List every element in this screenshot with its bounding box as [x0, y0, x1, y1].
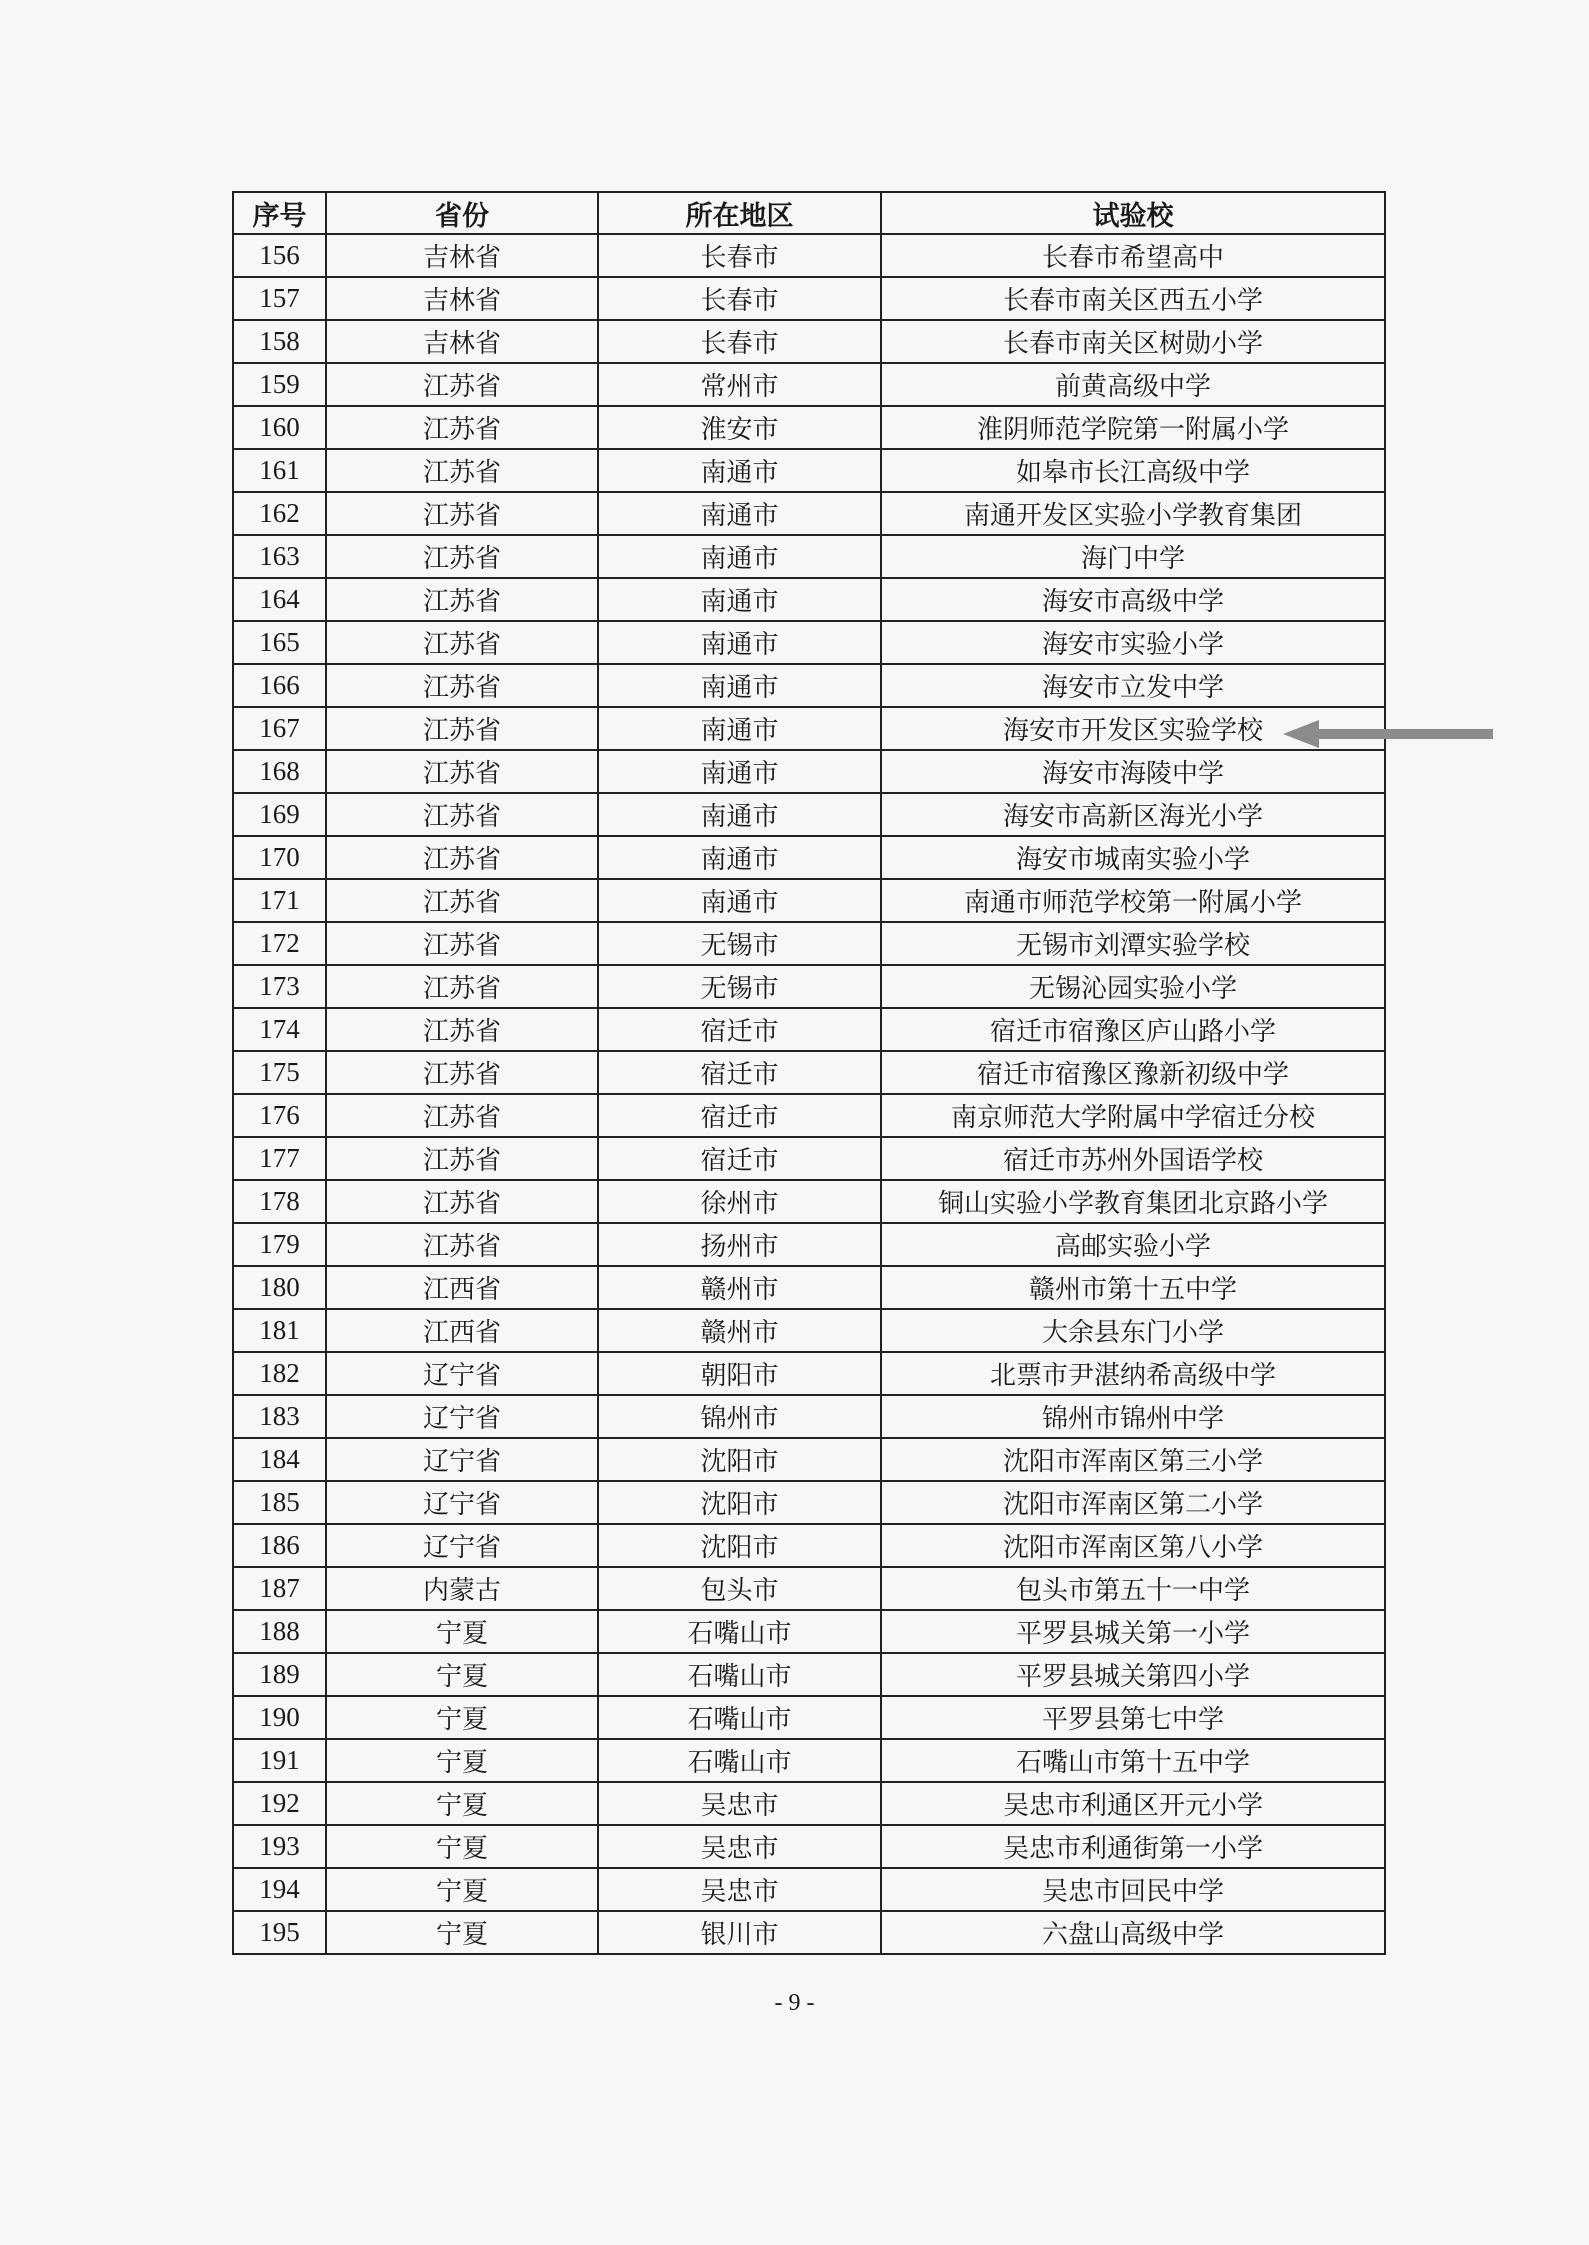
table-row — [233, 836, 1385, 879]
table-row — [233, 1008, 1385, 1051]
cell-region: 锦州市 — [598, 1395, 881, 1438]
cell-index: 186 — [233, 1524, 326, 1567]
cell-school: 海安市高新区海光小学 — [881, 793, 1385, 836]
cell-province: 江苏省 — [326, 1180, 598, 1223]
cell-index: 195 — [233, 1911, 326, 1954]
table-row — [233, 922, 1385, 965]
cell-index: 184 — [233, 1438, 326, 1481]
cell-province: 吉林省 — [326, 234, 598, 277]
cell-region: 石嘴山市 — [598, 1739, 881, 1782]
cell-index: 193 — [233, 1825, 326, 1868]
table-row — [233, 535, 1385, 578]
cell-region: 无锡市 — [598, 965, 881, 1008]
cell-school: 包头市第五十一中学 — [881, 1567, 1385, 1610]
table-row — [233, 707, 1385, 750]
cell-school: 沈阳市浑南区第三小学 — [881, 1438, 1385, 1481]
cell-province: 宁夏 — [326, 1610, 598, 1653]
cell-school: 赣州市第十五中学 — [881, 1266, 1385, 1309]
cell-region: 石嘴山市 — [598, 1696, 881, 1739]
cell-province: 辽宁省 — [326, 1524, 598, 1567]
cell-region: 南通市 — [598, 793, 881, 836]
cell-region: 朝阳市 — [598, 1352, 881, 1395]
table-row — [233, 1438, 1385, 1481]
cell-region: 吴忠市 — [598, 1825, 881, 1868]
cell-province: 江苏省 — [326, 406, 598, 449]
cell-school: 无锡沁园实验小学 — [881, 965, 1385, 1008]
cell-school: 海门中学 — [881, 535, 1385, 578]
cell-school: 平罗县城关第一小学 — [881, 1610, 1385, 1653]
table-header-row — [233, 192, 1385, 234]
cell-school: 宿迁市宿豫区庐山路小学 — [881, 1008, 1385, 1051]
cell-region: 宿迁市 — [598, 1008, 881, 1051]
cell-region: 石嘴山市 — [598, 1653, 881, 1696]
cell-index: 166 — [233, 664, 326, 707]
cell-province: 江苏省 — [326, 707, 598, 750]
cell-index: 185 — [233, 1481, 326, 1524]
cell-school: 海安市实验小学 — [881, 621, 1385, 664]
cell-school: 南通开发区实验小学教育集团 — [881, 492, 1385, 535]
cell-index: 159 — [233, 363, 326, 406]
cell-index: 190 — [233, 1696, 326, 1739]
cell-region: 吴忠市 — [598, 1782, 881, 1825]
cell-index: 167 — [233, 707, 326, 750]
table-row — [233, 664, 1385, 707]
table-row — [233, 1266, 1385, 1309]
cell-index: 160 — [233, 406, 326, 449]
arrow-shaft — [1317, 729, 1493, 739]
cell-region: 吴忠市 — [598, 1868, 881, 1911]
cell-school: 大余县东门小学 — [881, 1309, 1385, 1352]
cell-province: 辽宁省 — [326, 1438, 598, 1481]
cell-province: 宁夏 — [326, 1825, 598, 1868]
cell-index: 177 — [233, 1137, 326, 1180]
cell-school: 吴忠市利通街第一小学 — [881, 1825, 1385, 1868]
header-province: 省份 — [326, 192, 598, 234]
cell-school: 海安市立发中学 — [881, 664, 1385, 707]
table-row — [233, 1481, 1385, 1524]
cell-province: 江苏省 — [326, 1137, 598, 1180]
cell-index: 170 — [233, 836, 326, 879]
cell-school: 平罗县第七中学 — [881, 1696, 1385, 1739]
cell-province: 江苏省 — [326, 578, 598, 621]
cell-province: 江苏省 — [326, 363, 598, 406]
cell-province: 江苏省 — [326, 535, 598, 578]
cell-province: 宁夏 — [326, 1696, 598, 1739]
cell-index: 158 — [233, 320, 326, 363]
cell-region: 沈阳市 — [598, 1524, 881, 1567]
cell-index: 161 — [233, 449, 326, 492]
cell-school: 长春市希望高中 — [881, 234, 1385, 277]
left-arrow-icon — [1283, 717, 1493, 751]
cell-school: 平罗县城关第四小学 — [881, 1653, 1385, 1696]
cell-index: 162 — [233, 492, 326, 535]
cell-region: 淮安市 — [598, 406, 881, 449]
cell-region: 长春市 — [598, 234, 881, 277]
cell-school: 淮阴师范学院第一附属小学 — [881, 406, 1385, 449]
table-row — [233, 965, 1385, 1008]
page-number: - 9 - — [774, 1990, 815, 2016]
header-index: 序号 — [233, 192, 326, 234]
cell-province: 江西省 — [326, 1266, 598, 1309]
cell-region: 扬州市 — [598, 1223, 881, 1266]
cell-index: 183 — [233, 1395, 326, 1438]
cell-school: 海安市开发区实验学校 — [881, 707, 1385, 750]
cell-index: 164 — [233, 578, 326, 621]
table-row — [233, 879, 1385, 922]
cell-province: 江苏省 — [326, 664, 598, 707]
cell-region: 宿迁市 — [598, 1051, 881, 1094]
cell-index: 168 — [233, 750, 326, 793]
cell-index: 191 — [233, 1739, 326, 1782]
cell-province: 江苏省 — [326, 879, 598, 922]
table-row — [233, 234, 1385, 277]
cell-school: 石嘴山市第十五中学 — [881, 1739, 1385, 1782]
table-row — [233, 1911, 1385, 1954]
cell-province: 江苏省 — [326, 750, 598, 793]
cell-index: 172 — [233, 922, 326, 965]
cell-school: 吴忠市利通区开元小学 — [881, 1782, 1385, 1825]
arrow-head — [1283, 720, 1319, 748]
cell-school: 长春市南关区树勋小学 — [881, 320, 1385, 363]
table-row — [233, 1567, 1385, 1610]
header-school: 试验校 — [881, 192, 1385, 234]
table-row — [233, 793, 1385, 836]
cell-region: 南通市 — [598, 621, 881, 664]
cell-school: 海安市城南实验小学 — [881, 836, 1385, 879]
cell-index: 182 — [233, 1352, 326, 1395]
cell-region: 宿迁市 — [598, 1137, 881, 1180]
cell-province: 辽宁省 — [326, 1481, 598, 1524]
cell-region: 徐州市 — [598, 1180, 881, 1223]
cell-province: 江苏省 — [326, 621, 598, 664]
cell-school: 南通市师范学校第一附属小学 — [881, 879, 1385, 922]
cell-region: 南通市 — [598, 578, 881, 621]
table-row — [233, 1524, 1385, 1567]
cell-index: 181 — [233, 1309, 326, 1352]
table-row — [233, 363, 1385, 406]
cell-region: 南通市 — [598, 492, 881, 535]
cell-region: 包头市 — [598, 1567, 881, 1610]
cell-region: 常州市 — [598, 363, 881, 406]
table-row — [233, 320, 1385, 363]
cell-province: 吉林省 — [326, 320, 598, 363]
cell-school: 无锡市刘潭实验学校 — [881, 922, 1385, 965]
cell-index: 156 — [233, 234, 326, 277]
cell-region: 南通市 — [598, 750, 881, 793]
cell-index: 178 — [233, 1180, 326, 1223]
cell-school: 吴忠市回民中学 — [881, 1868, 1385, 1911]
table-row — [233, 1180, 1385, 1223]
cell-region: 南通市 — [598, 449, 881, 492]
table-row — [233, 449, 1385, 492]
cell-region: 长春市 — [598, 277, 881, 320]
cell-province: 江苏省 — [326, 1223, 598, 1266]
cell-region: 沈阳市 — [598, 1481, 881, 1524]
cell-school: 铜山实验小学教育集团北京路小学 — [881, 1180, 1385, 1223]
cell-index: 171 — [233, 879, 326, 922]
cell-region: 赣州市 — [598, 1266, 881, 1309]
cell-school: 海安市高级中学 — [881, 578, 1385, 621]
cell-region: 宿迁市 — [598, 1094, 881, 1137]
cell-school: 沈阳市浑南区第八小学 — [881, 1524, 1385, 1567]
cell-school: 北票市尹湛纳希高级中学 — [881, 1352, 1385, 1395]
cell-province: 内蒙古 — [326, 1567, 598, 1610]
cell-index: 163 — [233, 535, 326, 578]
cell-index: 169 — [233, 793, 326, 836]
cell-province: 江苏省 — [326, 1051, 598, 1094]
table-row — [233, 492, 1385, 535]
table-row — [233, 1868, 1385, 1911]
table-row — [233, 277, 1385, 320]
cell-index: 192 — [233, 1782, 326, 1825]
cell-province: 辽宁省 — [326, 1352, 598, 1395]
cell-school: 长春市南关区西五小学 — [881, 277, 1385, 320]
cell-index: 189 — [233, 1653, 326, 1696]
table-row — [233, 578, 1385, 621]
cell-school: 南京师范大学附属中学宿迁分校 — [881, 1094, 1385, 1137]
cell-province: 吉林省 — [326, 277, 598, 320]
cell-index: 179 — [233, 1223, 326, 1266]
cell-region: 银川市 — [598, 1911, 881, 1954]
cell-province: 江苏省 — [326, 965, 598, 1008]
table-row — [233, 1051, 1385, 1094]
cell-province: 江西省 — [326, 1309, 598, 1352]
table-row — [233, 1696, 1385, 1739]
cell-region: 南通市 — [598, 879, 881, 922]
table-row — [233, 1352, 1385, 1395]
cell-province: 江苏省 — [326, 922, 598, 965]
cell-school: 海安市海陵中学 — [881, 750, 1385, 793]
cell-province: 江苏省 — [326, 1094, 598, 1137]
cell-region: 南通市 — [598, 707, 881, 750]
cell-province: 江苏省 — [326, 492, 598, 535]
table-row — [233, 1825, 1385, 1868]
cell-region: 南通市 — [598, 664, 881, 707]
cell-province: 宁夏 — [326, 1653, 598, 1696]
school-list-table — [232, 191, 1386, 1955]
table-row — [233, 1739, 1385, 1782]
table-row — [233, 750, 1385, 793]
cell-province: 宁夏 — [326, 1868, 598, 1911]
cell-school: 沈阳市浑南区第二小学 — [881, 1481, 1385, 1524]
cell-province: 宁夏 — [326, 1782, 598, 1825]
table-row — [233, 1610, 1385, 1653]
cell-index: 157 — [233, 277, 326, 320]
cell-province: 江苏省 — [326, 449, 598, 492]
cell-index: 173 — [233, 965, 326, 1008]
cell-index: 165 — [233, 621, 326, 664]
cell-province: 江苏省 — [326, 836, 598, 879]
header-region: 所在地区 — [598, 192, 881, 234]
cell-school: 宿迁市苏州外国语学校 — [881, 1137, 1385, 1180]
cell-school: 如皋市长江高级中学 — [881, 449, 1385, 492]
cell-index: 194 — [233, 1868, 326, 1911]
cell-region: 南通市 — [598, 836, 881, 879]
cell-index: 175 — [233, 1051, 326, 1094]
table-row — [233, 406, 1385, 449]
school-list-table-container — [232, 191, 1384, 1955]
table-row — [233, 1137, 1385, 1180]
cell-school: 前黄高级中学 — [881, 363, 1385, 406]
cell-province: 宁夏 — [326, 1911, 598, 1954]
table-row — [233, 1395, 1385, 1438]
cell-province: 宁夏 — [326, 1739, 598, 1782]
cell-school: 高邮实验小学 — [881, 1223, 1385, 1266]
table-row — [233, 1094, 1385, 1137]
cell-region: 南通市 — [598, 535, 881, 578]
table-row — [233, 1223, 1385, 1266]
cell-province: 江苏省 — [326, 1008, 598, 1051]
cell-region: 赣州市 — [598, 1309, 881, 1352]
cell-index: 180 — [233, 1266, 326, 1309]
table-row — [233, 1782, 1385, 1825]
cell-region: 石嘴山市 — [598, 1610, 881, 1653]
cell-index: 174 — [233, 1008, 326, 1051]
cell-school: 锦州市锦州中学 — [881, 1395, 1385, 1438]
cell-province: 江苏省 — [326, 793, 598, 836]
cell-region: 无锡市 — [598, 922, 881, 965]
table-body — [233, 234, 1385, 1954]
cell-region: 沈阳市 — [598, 1438, 881, 1481]
cell-region: 长春市 — [598, 320, 881, 363]
cell-index: 187 — [233, 1567, 326, 1610]
cell-school: 宿迁市宿豫区豫新初级中学 — [881, 1051, 1385, 1094]
cell-index: 176 — [233, 1094, 326, 1137]
table-row — [233, 1309, 1385, 1352]
cell-school: 六盘山高级中学 — [881, 1911, 1385, 1954]
cell-province: 辽宁省 — [326, 1395, 598, 1438]
table-row — [233, 1653, 1385, 1696]
table-row — [233, 621, 1385, 664]
cell-index: 188 — [233, 1610, 326, 1653]
